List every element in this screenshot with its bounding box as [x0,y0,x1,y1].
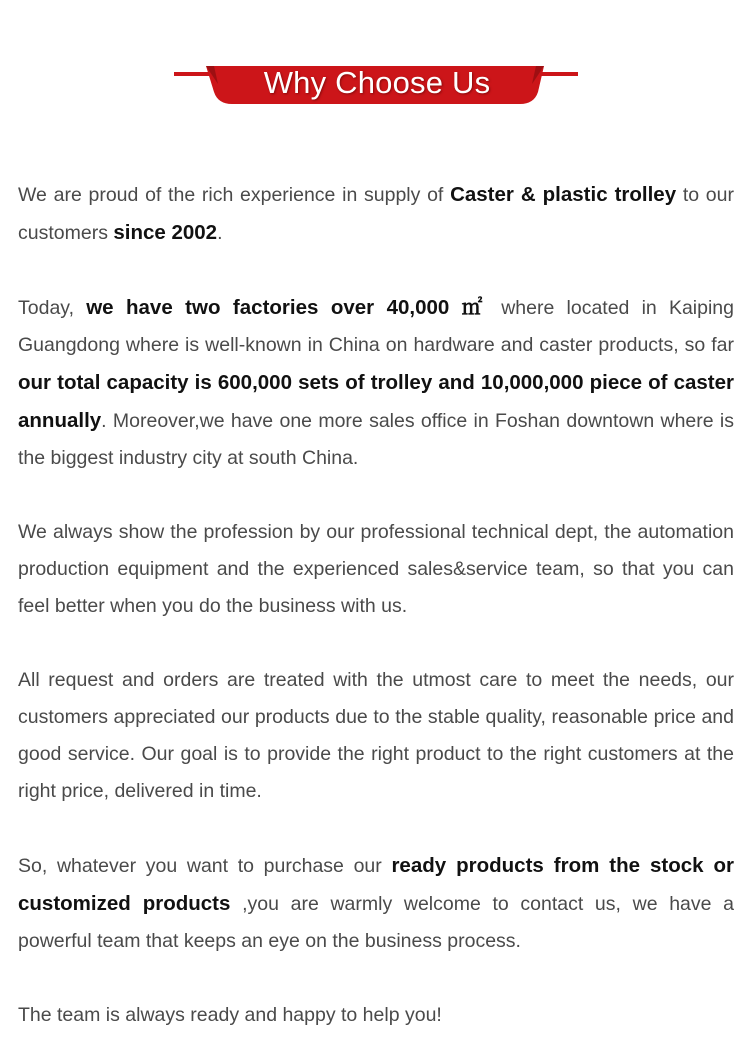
text-segment: where located in Kaiping Guangdong where is well-known in China on hardware and caster products, so far [18,297,734,356]
page-title: Why Choose Us [263,65,491,100]
text-segment: to our customers [18,184,734,244]
text-segment: ,you are warmly welcome to contact us, we have a powerful team that keeps an eye on the business process. [18,893,734,952]
text-segment: . [217,222,223,244]
paragraph-experience [18,176,734,252]
text-segment: We are proud of the rich experience in supply of [18,184,451,206]
highlight-caster-trolley: Caster & plastic trolley [450,183,677,206]
paragraph-purchase [18,847,734,960]
text-segment: We always show the profession by our professional technical dept, the automation production equipment and the experienced sales&service team, so that you can feel better when you do the business with us. [18,521,734,617]
text-segment: The team is always ready and happy to help you! [18,1004,442,1026]
highlight-since-2002: since 2002 [113,221,218,244]
section-header-banner [0,0,750,120]
body-text [18,176,734,1034]
text-segment: So, whatever you want to purchase our [18,855,392,877]
text-segment: . Moreover,we have one more sales office in Foshan downtown where is the biggest industry city at south China. [18,410,734,469]
paragraph-orders [18,662,734,810]
text-segment: All request and orders are treated with the utmost care to meet the needs, our customers appreciated our products due to the stable quality, reasonable price and good service. Our goal is to provide the right product to the right customers at the right price, delivered in time. [18,669,734,802]
highlight-capacity: our total capacity is 600,000 sets of trolley and 10,000,000 piece of caster annually [18,371,734,432]
highlight-products: ready products from the stock or customized products [18,854,734,915]
paragraph-profession [18,514,734,625]
paragraph-factories [18,289,734,477]
highlight-factories: we have two factories over 40,000 ㎡ [86,296,490,319]
paragraph-team [18,997,734,1034]
text-segment: Today, [18,297,87,319]
